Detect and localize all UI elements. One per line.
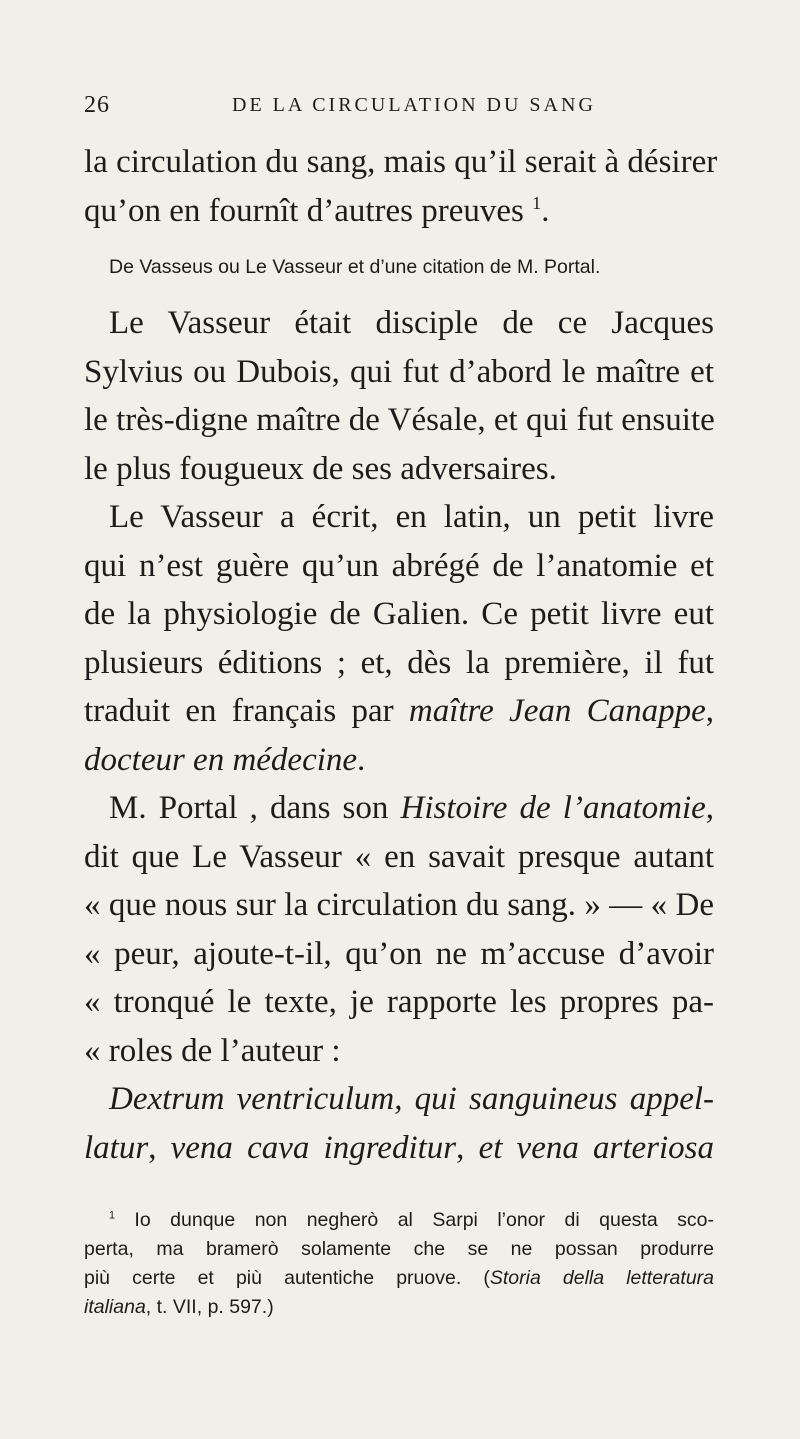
text-line: plusieurs éditions ; et, dès la première, il fut: [84, 644, 714, 681]
footnote-line: perta, ma bramerò solamente che se ne possan produrre: [84, 1238, 714, 1260]
text-line: [84, 736, 714, 785]
text-line: dit que Le Vasseur « en savait presque autant: [84, 838, 714, 875]
text-span: , t. VII, p. 597.): [145, 1296, 274, 1318]
text-line: [84, 187, 714, 236]
text-line: « tronqué le texte, je rapporte les propres pa-: [84, 984, 714, 1020]
text-line: [84, 138, 718, 187]
footnote-line: [84, 1293, 714, 1322]
text-span: .: [541, 192, 550, 229]
paragraph-1: [84, 299, 714, 493]
text-line: « peur, ajoute-t-il, qu’on ne m’accuse d’avoir: [84, 935, 714, 972]
italic-span: italiana: [84, 1296, 146, 1318]
italic-span: maître Jean Canappe: [408, 693, 706, 729]
footnote-marker: 1: [109, 1209, 115, 1222]
paragraph-3: [84, 784, 714, 1075]
page-number: 26: [84, 92, 110, 118]
footnote-ref[interactable]: 1: [532, 192, 542, 213]
section-heading: De Vasseus ou Le Vasseur et d’une citation de M. Portal.: [109, 256, 601, 278]
paragraph-2: [84, 493, 714, 784]
latin-quotation: [84, 1075, 714, 1172]
text-line: « roles de l’auteur :: [84, 1032, 341, 1069]
text-span: ,: [148, 1129, 171, 1166]
text-line: de la physiologie de Galien. Ce petit livre eut: [84, 596, 714, 632]
text-line: Le Vasseur a écrit, en latin, un petit livre: [109, 499, 714, 535]
italic-span: et vena arteriosa: [478, 1129, 715, 1166]
italic-span: Histoire de l’anatomie: [400, 790, 706, 826]
footnote-line: [84, 1264, 714, 1293]
text-line: Le Vasseur était disciple de ce Jacques: [109, 305, 714, 341]
italic-span: vena cava ingreditur: [170, 1129, 457, 1166]
text-line: le très-digne maître de Vésale, et qui fut ensuite: [84, 402, 715, 438]
footnote-line: [84, 1206, 714, 1235]
text-span: Io dunque non negherò al Sarpi l’onor di questa sco-: [114, 1209, 714, 1231]
italic-span: docteur en médecine: [84, 741, 358, 778]
text-line: le plus fougueux de ses adversaires.: [84, 450, 557, 487]
text-span: più certe et più autentiche pruove. (: [84, 1267, 490, 1289]
text-line: [84, 1124, 714, 1173]
running-head: [84, 92, 714, 124]
main-text: [84, 138, 718, 1172]
text-line: [84, 687, 714, 736]
text-line: qui n’est guère qu’un abrégé de l’anatomie et: [84, 547, 714, 584]
text-line: [84, 1075, 714, 1124]
text-span: ,: [705, 790, 715, 826]
text-span: ,: [456, 1129, 479, 1166]
text-span: ,: [705, 693, 714, 729]
italic-span: Dextrum ventriculum, qui sanguineus appel-: [109, 1081, 714, 1117]
text-span: M. Portal , dans son: [109, 790, 389, 826]
text-span: la circulation du sang, mais qu’il serait à désirer: [84, 144, 718, 180]
text-line: [84, 784, 714, 833]
italic-span: latur: [84, 1129, 149, 1166]
running-title: DE LA CIRCULATION DU SANG: [232, 94, 596, 116]
text-line: Sylvius ou Dubois, qui fut d’abord le maître et: [84, 353, 714, 390]
text-span: .: [357, 741, 366, 778]
italic-span: Storia della letteratura: [489, 1267, 714, 1289]
text-line: « que nous sur la circulation du sang. » — « De: [84, 887, 714, 923]
text-span: traduit en français par: [84, 693, 394, 729]
text-span: qu’on en fournît d’autres preuves: [84, 192, 524, 229]
footnotes: [84, 1206, 714, 1322]
